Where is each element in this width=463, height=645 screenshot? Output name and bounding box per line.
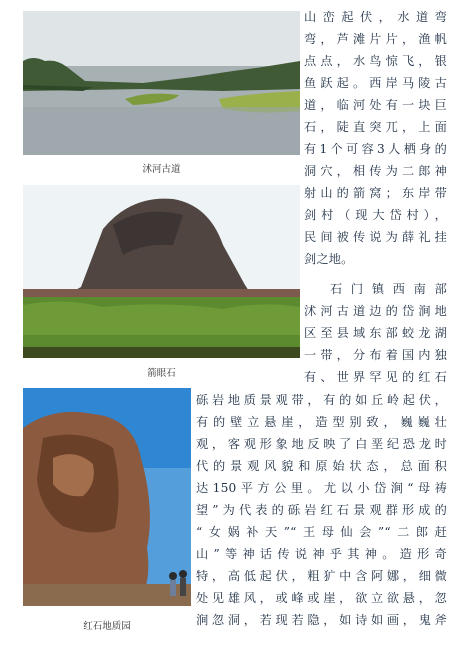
text-line: 点点，水鸟惊飞，银 [304,54,447,68]
text-line: 望”为代表的砾岩红石景观群形成的 [196,503,447,517]
text-line: 有1个可容3人栖身的 [304,142,447,156]
caption-rock: 箭眼石 [147,368,176,379]
text-line: 观，客观形象地反映了白垩纪恐龙时 [196,437,447,451]
text-line: 砾岩地质景观带，有的如丘岭起伏， [196,393,447,407]
text-line: 区至县域东部蛟龙湖 [304,326,447,340]
text-line: 有、世界罕见的红石 [304,370,447,384]
text-line: 剑之地。 [304,252,354,266]
text-line: 处见雄风，或峰或崖，欲立欲悬，忽 [196,591,447,605]
text-line: 涧忽洞，若现若隐，如诗如画，鬼斧 [196,613,447,627]
river-photo [23,11,300,155]
text-line: 代的景观风貌和原始状态，总面积 [196,459,447,473]
text-line: 弯，芦滩片片，渔帆 [304,32,447,46]
text-line: 有的壁立悬崖，造型别致，巍巍壮 [196,415,447,429]
caption-river: 沭河古道 [142,164,181,175]
text-line: 一带，分布着国内独 [304,348,447,362]
text-line: “女娲补天”“王母仙会”“二郎赶 [196,525,447,539]
text-line: 石，陡直突兀，上面 [304,120,447,134]
text-line: 沭河古道边的岱涧地 [304,304,447,318]
caption-red-stone: 红石地质园 [83,621,131,632]
text-line: 道，临河处有一块巨 [304,98,447,112]
text-line: 达150平方公里。尤以小岱涧“母祷 [196,481,447,495]
text-line: 特，高低起伏，粗犷中含阿娜，细微 [196,569,447,583]
text-line: 山峦起伏，水道弯 [304,10,447,24]
text-line: 民间被传说为薛礼挂 [304,230,447,244]
text-line: 山”等神话传说神乎其神。造形奇 [196,547,447,561]
red-stone-photo [23,388,191,606]
text-line: 洞穴，相传为二郎神 [304,164,447,178]
text-line: 石门镇西南部 [330,282,447,296]
text-line: 射山的箭窝；东岸带 [304,186,447,200]
text-line: 剑村（现大岱村）， [304,208,447,222]
text-line: 鱼跃起。西岸马陵古 [304,76,447,90]
rock-photo [23,185,300,358]
